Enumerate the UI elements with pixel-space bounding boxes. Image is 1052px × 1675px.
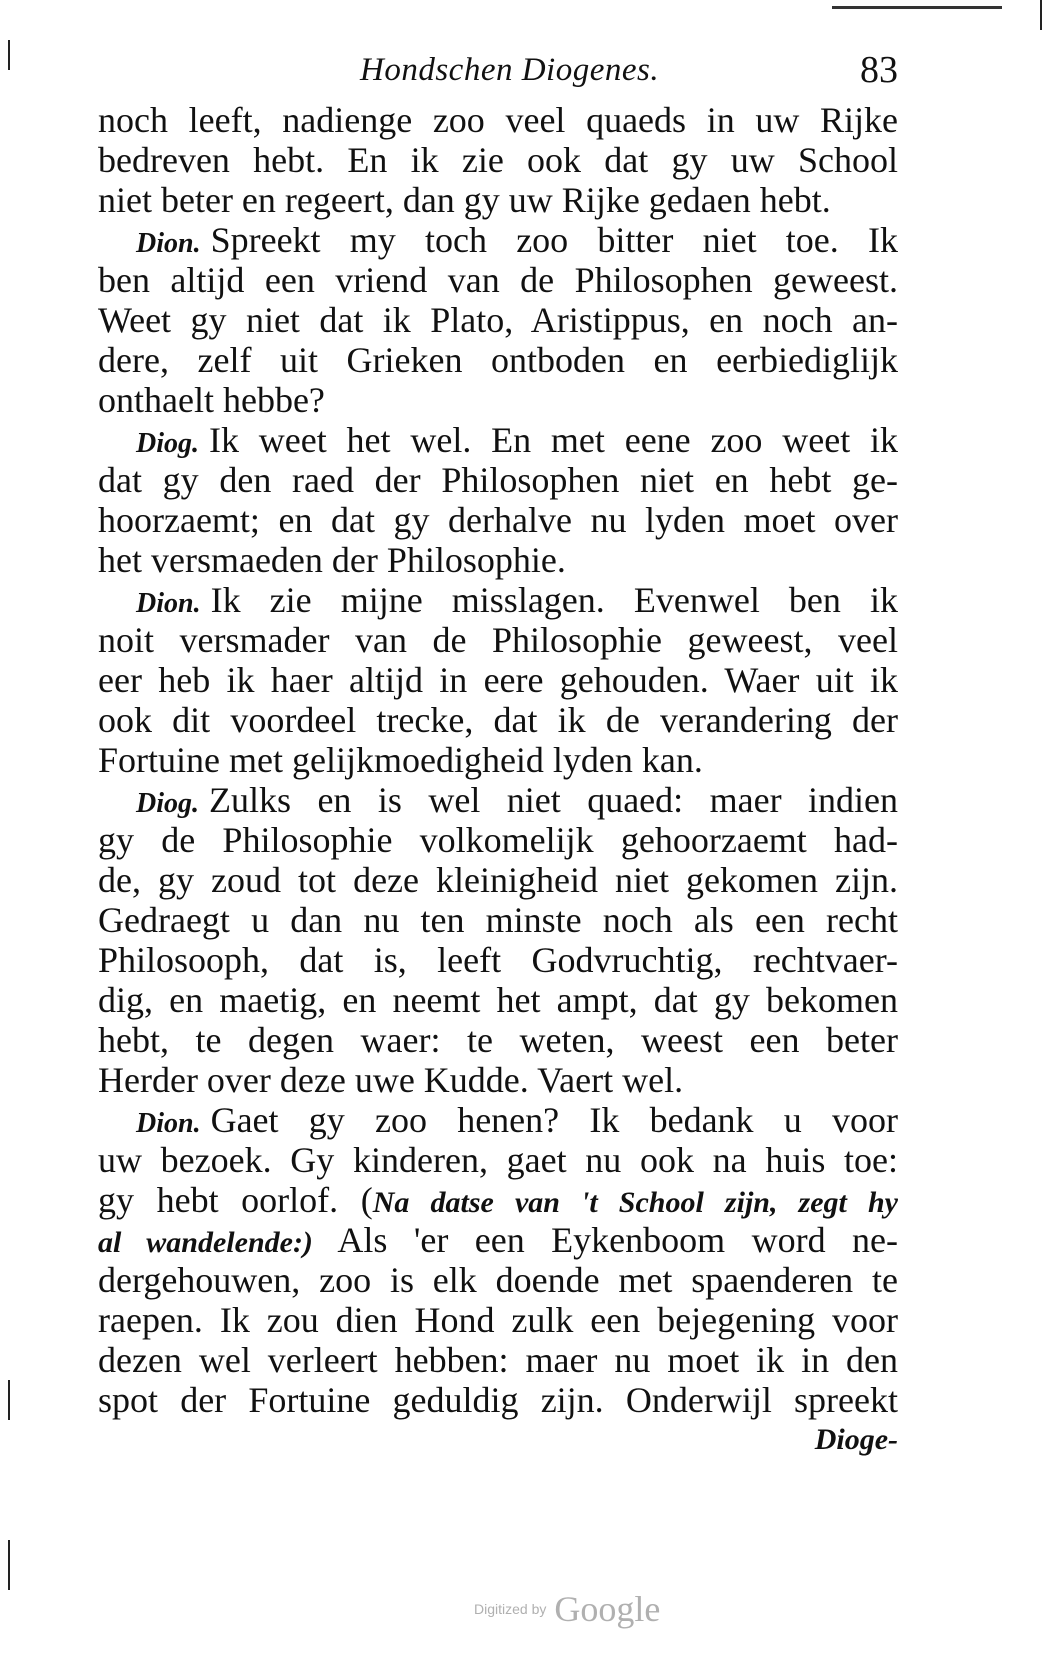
text-line: gy hebt oorlof. (Na datse van 't School zijn, zegt hy <box>98 1180 898 1220</box>
text-line: onthaelt hebbe? <box>98 380 325 420</box>
dialogue-line: Dion. Gaet gy zoo henen? Ik bedank u voor <box>136 1100 898 1140</box>
text-line: gy de Philosophie volkomelijk gehoorzaemt had- <box>98 820 898 860</box>
text-line: dezen wel verleert hebben: maer nu moet ik in den <box>98 1340 898 1380</box>
dialogue-line: Dion. Spreekt my toch zoo bitter niet toe. Ik <box>136 220 898 260</box>
text-line: eer heb ik haer altijd in eere gehouden. Waer uit ik <box>98 660 898 700</box>
left-edge-mark <box>8 1380 10 1420</box>
text-line: uw bezoek. Gy kinderen, gaet nu ook na huis toe: <box>98 1140 898 1180</box>
text-line: niet beter en regeert, dan gy uw Rijke gedaen hebt. <box>98 180 831 220</box>
right-edge-mark <box>1040 0 1042 30</box>
stage-direction: al wandelende:) <box>98 1226 313 1259</box>
text-line: hoorzaemt; en dat gy derhalve nu lyden moet over <box>98 500 898 540</box>
text-line: ook dit voordeel trecke, dat ik de verandering der <box>98 700 898 740</box>
speaker-label: Dion. <box>136 1108 201 1139</box>
catchword: Dioge- <box>814 1423 898 1456</box>
text-line: dat gy den raed der Philosophen niet en hebt ge- <box>98 460 898 500</box>
top-edge-rule <box>832 6 1002 9</box>
body-text <box>98 100 898 1460</box>
digitized-by-label: Digitized by <box>474 1601 547 1617</box>
page-number: 83 <box>860 49 898 91</box>
text-line: noch leeft, nadienge zoo veel quaeds in uw Rijke <box>98 100 898 140</box>
text-line: dere, zelf uit Grieken ontboden en eerbiediglijk <box>98 340 898 380</box>
text-line: dig, en maetig, en neemt het ampt, dat gy bekomen <box>98 980 898 1020</box>
text-line: raepen. Ik zou dien Hond zulk een bejegening voor <box>98 1300 898 1340</box>
speaker-label: Dion. <box>136 588 201 619</box>
text-line: Gedraegt u dan nu ten minste noch als een recht <box>98 900 898 940</box>
text-line: dergehouwen, zoo is elk doende met spaenderen te <box>98 1260 898 1300</box>
text-line: al wandelende:) Als 'er een Eykenboom word ne- <box>98 1220 899 1260</box>
text-line: ben altijd een vriend van de Philosophen geweest. <box>98 260 898 300</box>
text-line: noit versmader van de Philosophie geweest, veel <box>98 620 898 660</box>
running-head: Hondschen Diogenes. <box>360 52 660 88</box>
text-line: hebt, te degen waer: te weten, weest een beter <box>98 1020 898 1060</box>
stage-direction: Na datse van 't School zijn, zegt hy <box>372 1186 898 1219</box>
text-line: spot der Fortuine geduldig zijn. Onderwijl spreekt <box>98 1380 898 1420</box>
left-edge-mark <box>8 40 10 70</box>
text-line: bedreven hebt. En ik zie ook dat gy uw School <box>98 140 898 180</box>
speaker-label: Diog. <box>136 788 199 819</box>
text-line: de, gy zoud tot deze kleinigheid niet gekomen zijn. <box>98 860 898 900</box>
dialogue-line: Diog. Ik weet het wel. En met eene zoo weet ik <box>136 420 898 460</box>
digitization-watermark <box>474 1588 660 1630</box>
dialogue-line: Dion. Ik zie mijne misslagen. Evenwel ben ik <box>136 580 898 620</box>
speaker-label: Diog. <box>136 428 199 459</box>
text-line: Herder over deze uwe Kudde. Vaert wel. <box>98 1060 684 1100</box>
left-edge-mark <box>8 1540 10 1590</box>
text-line: het versmaeden der Philosophie. <box>98 540 566 580</box>
dialogue-line: Diog. Zulks en is wel niet quaed: maer indien <box>136 780 898 820</box>
text-line: Fortuine met gelijkmoedigheid lyden kan. <box>98 740 703 780</box>
speaker-label: Dion. <box>136 228 201 259</box>
text-line: Philosooph, dat is, leeft Godvruchtig, rechtvaer- <box>98 940 898 980</box>
google-logo: Google <box>554 1589 661 1629</box>
text-line: Weet gy niet dat ik Plato, Aristippus, en noch an- <box>98 300 898 340</box>
